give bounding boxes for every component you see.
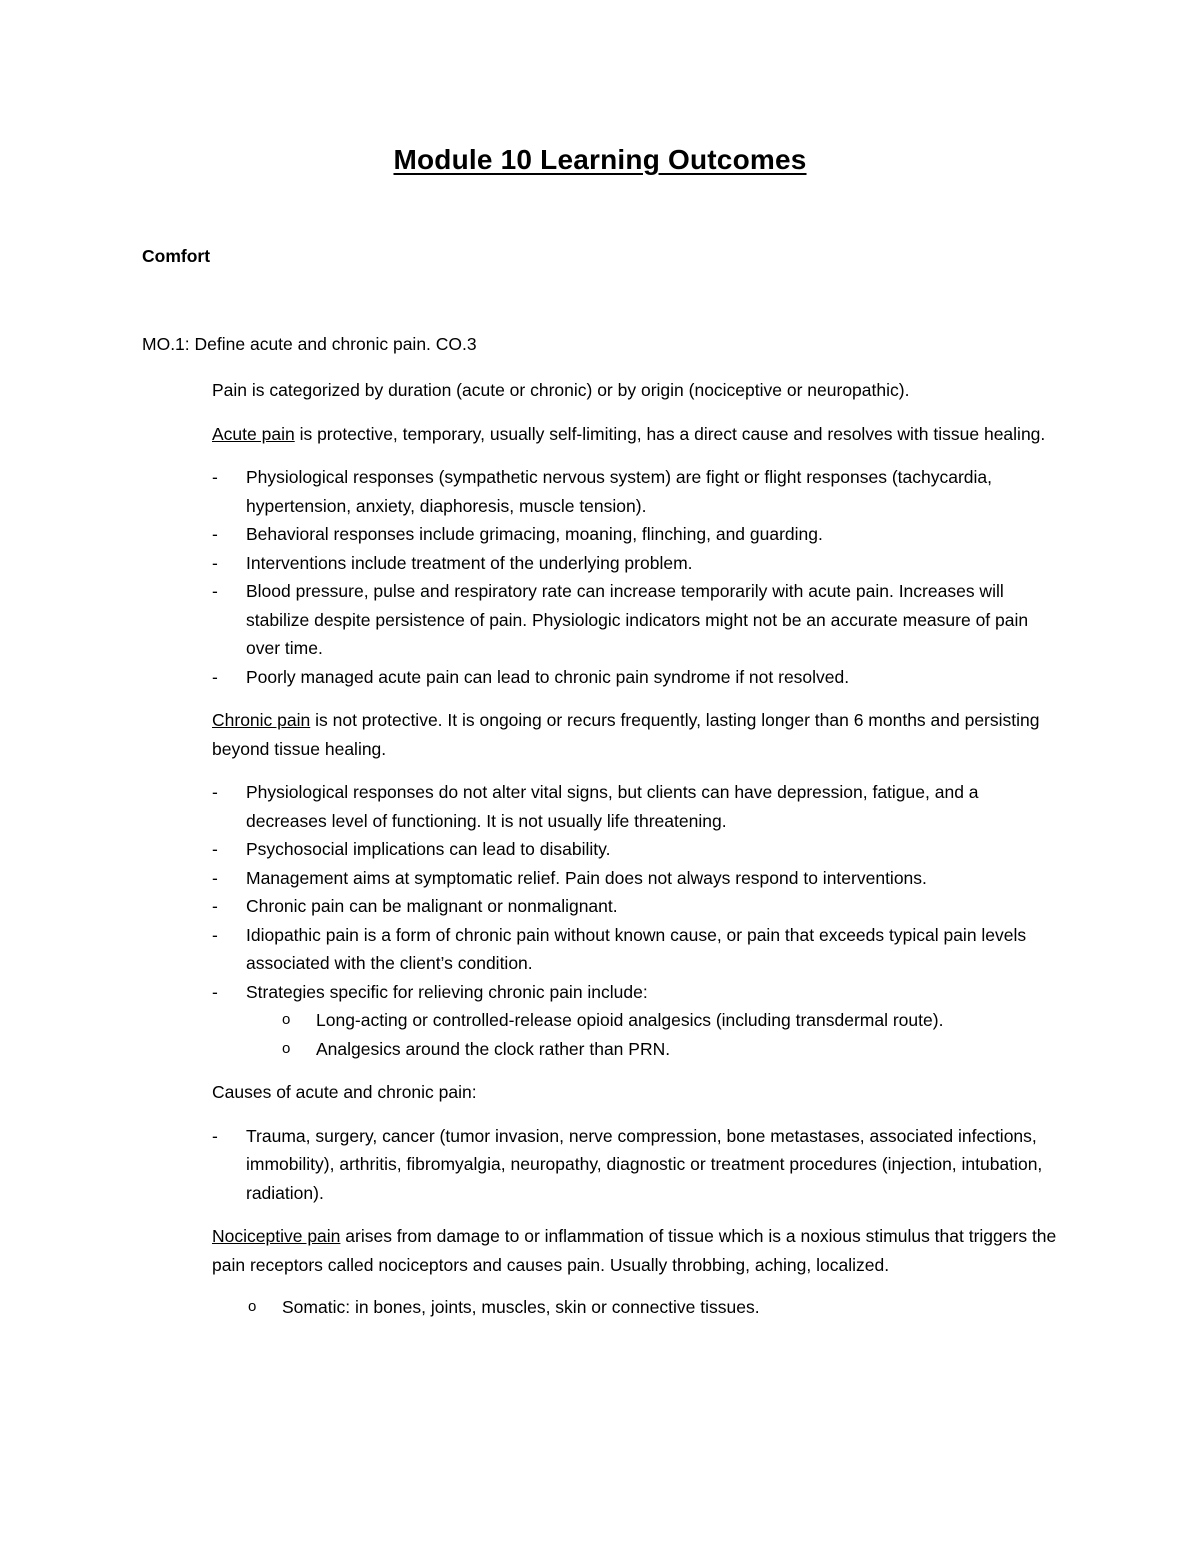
list-item: - Chronic pain can be malignant or nonmalignant. — [212, 892, 1062, 921]
list-item: - Idiopathic pain is a form of chronic pain without known cause, or pain that exceeds typical pain levels associated with the client’s condition. — [212, 921, 1062, 978]
strategies-sublist — [246, 1006, 1062, 1063]
section-heading: Comfort — [142, 246, 211, 266]
list-item: - Psychosocial implications can lead to disability. — [212, 835, 1062, 864]
chronic-pain-paragraph — [212, 706, 1062, 763]
list-item: - Management aims at symptomatic relief. Pain does not always respond to interventions. — [212, 864, 1062, 893]
learning-outcome-mo1: MO.1: Define acute and chronic pain. CO.3 — [142, 334, 477, 354]
acute-pain-paragraph — [212, 420, 1062, 449]
list-item: - Blood pressure, pulse and respiratory rate can increase temporarily with acute pain. Increases will stabilize despite persistence of pain. Physiologic indicators might not be an accurate measure of pain over time. — [212, 577, 1062, 663]
acute-pain-term: Acute pain — [212, 423, 295, 444]
acute-pain-list — [212, 463, 1062, 691]
nociceptive-pain-paragraph — [212, 1222, 1062, 1279]
sub-list-item: o Somatic: in bones, joints, muscles, skin or connective tissues. — [248, 1293, 1062, 1322]
nociceptive-pain-term: Nociceptive pain — [212, 1226, 341, 1246]
list-item: - Trauma, surgery, cancer (tumor invasion, nerve compression, bone metastases, associated infections, immobility), arthritis, fibromyalgia, neuropathy, diagnostic or treatment procedures (injection, intubation, radiation). — [212, 1122, 1062, 1208]
list-item: - Physiological responses (sympathetic nervous system) are fight or flight responses (tachycardia, hypertension, anxiety, diaphoresis, muscle tension). — [212, 463, 1062, 520]
list-item: - Behavioral responses include grimacing, moaning, flinching, and guarding. — [212, 520, 1062, 549]
list-item-strategies — [212, 978, 1062, 1064]
causes-heading: Causes of acute and chronic pain: — [212, 1082, 477, 1102]
nociceptive-sublist — [212, 1293, 1062, 1322]
outcome-content — [212, 376, 1062, 1322]
chronic-pain-term: Chronic pain — [212, 710, 311, 730]
chronic-pain-definition: is not protective. It is ongoing or recurs frequently, lasting longer than 6 months and persisting beyond tissue healing. — [212, 710, 1040, 759]
chronic-pain-list — [212, 778, 1062, 1063]
sub-list-item: o Long-acting or controlled-release opioid analgesics (including transdermal route). — [282, 1006, 1062, 1035]
list-item: - Physiological responses do not alter vital signs, but clients can have depression, fatigue, and a decreases level of functioning. It is not usually life threatening. — [212, 778, 1062, 835]
strategies-label: Strategies specific for relieving chronic pain include: — [246, 981, 648, 1002]
intro-paragraph: Pain is categorized by duration (acute or chronic) or by origin (nociceptive or neuropathic). — [212, 380, 910, 400]
causes-list — [212, 1122, 1062, 1208]
list-item: - Poorly managed acute pain can lead to chronic pain syndrome if not resolved. — [212, 663, 1062, 692]
nociceptive-pain-definition: arises from damage to or inflammation of tissue which is a noxious stimulus that triggers the pain receptors called nociceptors and causes pain. Usually throbbing, aching, localized. — [212, 1226, 1057, 1275]
page-title: Module 10 Learning Outcomes — [393, 144, 807, 175]
acute-pain-definition: is protective, temporary, usually self-limiting, has a direct cause and resolves with tissue healing. — [294, 423, 1046, 444]
list-item: - Interventions include treatment of the underlying problem. — [212, 549, 1062, 578]
sub-list-item: o Analgesics around the clock rather than PRN. — [282, 1035, 1062, 1064]
